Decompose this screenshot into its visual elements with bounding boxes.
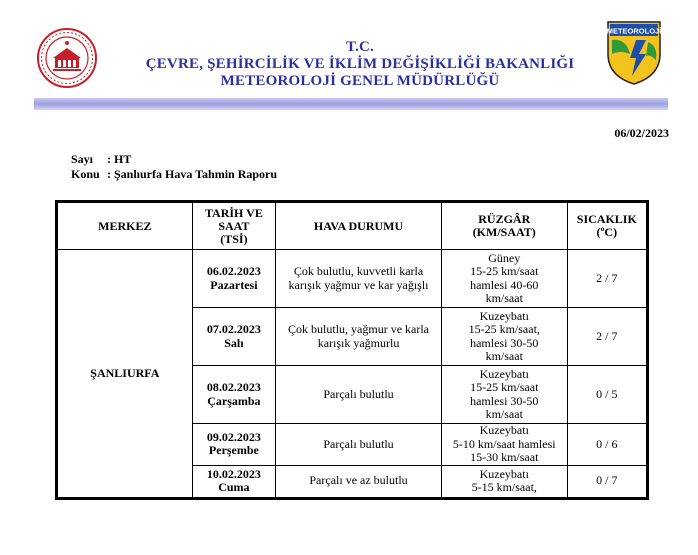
center-cell: ŞANLIURFA bbox=[57, 250, 193, 499]
temp-cell: 2 / 7 bbox=[567, 308, 647, 366]
weather-cell: Çok bulutlu, kuvvetli karla karışık yağmur ve kar yağışlı bbox=[276, 250, 442, 308]
report-meta bbox=[71, 152, 277, 182]
wind-cell: Kuzeybatı 5-15 km/saat, bbox=[441, 465, 567, 498]
table-row bbox=[57, 250, 648, 308]
sayi-line bbox=[71, 152, 277, 167]
header-hava: HAVA DURUMU bbox=[276, 202, 442, 250]
report-date: 06/02/2023 bbox=[614, 126, 669, 140]
wind-cell: Güney 15-25 km/saat hamlesi 40-60 km/saat bbox=[441, 250, 567, 308]
forecast-table bbox=[55, 200, 649, 500]
konu-line bbox=[71, 167, 277, 182]
header-merkez: MERKEZ bbox=[57, 202, 193, 250]
header-sicaklik: SICAKLIK (ºC) bbox=[567, 202, 647, 250]
weather-cell: Parçalı bulutlu bbox=[276, 366, 442, 424]
temp-cell: 0 / 5 bbox=[567, 366, 647, 424]
wind-cell: Kuzeybatı 5-10 km/saat hamlesi 15-30 km/saat bbox=[441, 424, 567, 466]
weather-cell: Parçalı ve az bulutlu bbox=[276, 465, 442, 498]
meteorology-logo-icon bbox=[606, 20, 662, 86]
sayi-value: : HT bbox=[107, 152, 132, 166]
temp-cell: 0 / 6 bbox=[567, 424, 647, 466]
temp-cell: 2 / 7 bbox=[567, 250, 647, 308]
weather-cell: Parçalı bulutlu bbox=[276, 424, 442, 466]
date-cell: 08.02.2023 Çarşamba bbox=[192, 366, 275, 424]
header-tc: T.C. bbox=[345, 39, 375, 55]
wind-cell: Kuzeybatı 15-25 km/saat, hamlesi 30-50 km/saat bbox=[441, 308, 567, 366]
temp-cell: 0 / 7 bbox=[567, 465, 647, 498]
table-header-row bbox=[57, 202, 648, 250]
date-cell: 07.02.2023 Salı bbox=[192, 308, 275, 366]
date-cell: 06.02.2023 Pazartesi bbox=[192, 250, 275, 308]
weather-cell: Çok bulutlu, yağmur ve karla karışık yağmurlu bbox=[276, 308, 442, 366]
header-divider-bar bbox=[34, 98, 668, 110]
wind-cell: Kuzeybatı 15-25 km/saat hamlesi 30-50 km/saat bbox=[441, 366, 567, 424]
header-ministry: ÇEVRE, ŞEHİRCİLİK VE İKLİM DEĞİŞİKLİĞİ BAKANLIĞI bbox=[145, 56, 575, 72]
date-cell: 09.02.2023 Perşembe bbox=[192, 424, 275, 466]
date-cell: 10.02.2023 Cuma bbox=[192, 465, 275, 498]
svg-text:METEOROLOJİ: METEOROLOJİ bbox=[606, 26, 662, 36]
header-ruzgar: RÜZGÂR (KM/SAAT) bbox=[441, 202, 567, 250]
header-directorate: METEOROLOJİ GENEL MÜDÜRLÜĞÜ bbox=[220, 73, 500, 89]
konu-label: Konu bbox=[71, 167, 100, 181]
ministry-emblem-icon bbox=[37, 28, 97, 88]
konu-value: : Şanlıurfa Hava Tahmin Raporu bbox=[107, 167, 278, 181]
sayi-label: Sayı bbox=[71, 152, 94, 166]
header-tarih: TARİH VE SAAT (TSİ) bbox=[192, 202, 275, 250]
header-block bbox=[110, 39, 610, 90]
